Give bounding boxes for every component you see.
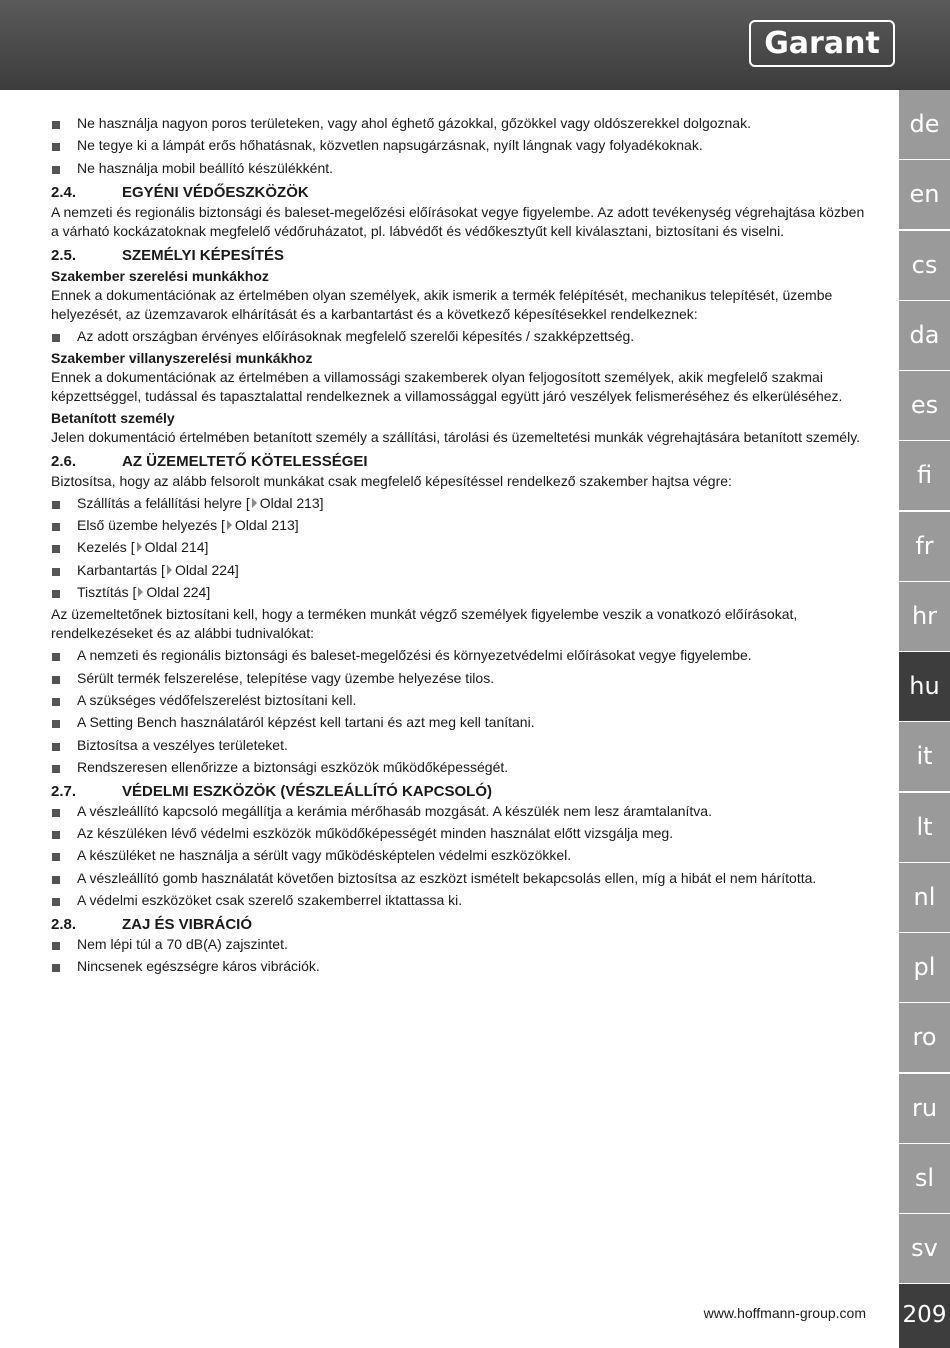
section-heading-2-7 (51, 782, 869, 801)
section-number: 2.5. (51, 246, 77, 264)
language-tab-de[interactable]: de (899, 90, 950, 159)
protective-devices-list (51, 802, 869, 910)
section-number: 2.7. (51, 782, 77, 800)
section-number: 2.6. (51, 452, 77, 470)
list-item: A vészleállító gomb használatát követően biztosítsa az eszközt ismételt bekapcsolás ellen, míg a hibát el nem hárította. (51, 869, 869, 888)
ref-label: Első üzembe helyezés [ (77, 517, 225, 534)
garant-logo: Garant (749, 20, 895, 67)
paragraph: Biztosítsa, hogy az alább felsorolt munkákat csak megfelelő képesítéssel rendelkező szakember hajtsa végre: (51, 472, 732, 489)
language-tab-it[interactable]: it (899, 722, 950, 791)
list-item (51, 516, 869, 535)
arrow-right-icon (227, 520, 232, 530)
language-tab-fi[interactable]: fi (899, 441, 950, 510)
section-heading-2-8 (51, 915, 869, 934)
section-heading-2-6 (51, 452, 869, 471)
language-tab-sv[interactable]: sv (899, 1214, 950, 1283)
language-tab-fr[interactable]: fr (899, 512, 950, 581)
language-tab-cs[interactable]: cs (899, 231, 950, 300)
arrow-right-icon (252, 498, 257, 508)
paragraph: A nemzeti és regionális biztonsági és baleset-megelőzési előírásokat vegye figyelembe. Az adott tevékenység végrehajtása közben a várható kockázatoknak megfelelő védőruházatot, pl. lábvédőt és védőkesztyűt kell kiválasztani, biztosítani és viselni. (51, 203, 865, 239)
intro-list (51, 114, 869, 178)
list-item (51, 583, 869, 602)
language-tab-hu[interactable]: hu (899, 652, 950, 721)
list-item: A szükséges védőfelszerelést biztosítani kell. (51, 691, 869, 710)
list-item: A nemzeti és regionális biztonsági és baleset-megelőzési és környezetvédelmi előírásokat vegye figyelembe. (51, 646, 869, 665)
list-item: A Setting Bench használatáról képzést kell tartani és azt meg kell tanítani. (51, 713, 869, 732)
arrow-right-icon (138, 587, 143, 597)
subheading: Betanított személy (51, 409, 175, 426)
list-item: Nincsenek egészségre káros vibrációk. (51, 957, 869, 976)
list-item: A vészleállító kapcsoló megállítja a kerámia mérőhasáb mozgását. A készülék nem lesz áramtalanítva. (51, 802, 869, 821)
reference-list (51, 494, 869, 602)
language-tab-sl[interactable]: sl (899, 1144, 950, 1213)
ref-label: Karbantartás [ (77, 561, 165, 578)
page-reference-link[interactable]: Oldal 213] (259, 494, 324, 511)
section-number: 2.4. (51, 183, 77, 201)
list-item: A védelmi eszközöket csak szerelő szakemberrel iktattassa ki. (51, 891, 869, 910)
language-tabs (899, 90, 950, 1284)
paragraph: Ennek a dokumentációnak az értelmében a villamossági szakemberek olyan feljogosított személyek, akik megfelelő szakmai képzettséggel, tudással és tapasztalattal rendelkeznek a villamossággal együtt járó veszélyek felismeréséhez és elkerüléséhez. (51, 368, 843, 404)
section-number: 2.8. (51, 916, 77, 934)
list-item: Az készüléken lévő védelmi eszközök működőképességét minden használat előtt vizsgálja meg. (51, 824, 869, 843)
subheading: Szakember villanyszerelési munkákhoz (51, 349, 313, 366)
operator-duties-list (51, 646, 869, 776)
list-item: A készüléket ne használja a sérült vagy működésképtelen védelmi eszközökkel. (51, 846, 869, 865)
language-tab-en[interactable]: en (899, 160, 950, 229)
page-reference-link[interactable]: Oldal 224] (146, 584, 211, 601)
paragraph: Az üzemeltetőnek biztosítani kell, hogy a terméken munkát végző személyek figyelembe veszik a vonatkozó előírásokat, rendelkezéseket és az alábbi tudnivalókat: (51, 606, 798, 642)
list-item: Az adott országban érvényes előírásoknak megfelelő szerelői képesítés / szakképzettség. (51, 327, 869, 346)
list-item: Nem lépi túl a 70 dB(A) zajszintet. (51, 935, 869, 954)
section-heading-2-4 (51, 183, 869, 202)
language-tab-ro[interactable]: ro (899, 1003, 950, 1072)
ref-label: Kezelés [ (77, 539, 135, 556)
page-number: 209 (899, 1284, 950, 1348)
arrow-right-icon (167, 565, 172, 575)
page-reference-link[interactable]: Oldal 214] (144, 539, 209, 556)
page-reference-link[interactable]: Oldal 213] (234, 517, 299, 534)
language-tab-da[interactable]: da (899, 301, 950, 370)
list-item: Biztosítsa a veszélyes területeket. (51, 736, 869, 755)
section-title: EGYÉNI VÉDŐESZKÖZÖK (122, 183, 309, 201)
arrow-right-icon (137, 542, 142, 552)
list-item: Ne tegye ki a lámpát erős hőhatásnak, közvetlen napsugárzásnak, nyílt lángnak vagy folyadékoknak. (51, 136, 869, 155)
list-item: Sérült termék felszerelése, telepítése vagy üzembe helyezése tilos. (51, 669, 869, 688)
list-item: Ne használja mobil beállító készülékként. (51, 159, 869, 178)
language-tab-lt[interactable]: lt (899, 793, 950, 862)
footer-url[interactable]: www.hoffmann-group.com (703, 1305, 866, 1321)
language-tab-pl[interactable]: pl (899, 933, 950, 1002)
paragraph: Jelen dokumentáció értelmében betanított személy a szállítási, tárolási és üzemeltetési munkák végrehajtására betanított személy. (51, 428, 861, 445)
section-title: ZAJ ÉS VIBRÁCIÓ (122, 916, 253, 934)
section-title: VÉDELMI ESZKÖZÖK (VÉSZLEÁLLÍTÓ KAPCSOLÓ) (122, 782, 493, 800)
language-tab-nl[interactable]: nl (899, 863, 950, 932)
language-tab-hr[interactable]: hr (899, 582, 950, 651)
list-item: Ne használja nagyon poros területeken, vagy ahol éghető gázokkal, gőzökkel vagy oldószerekkel dolgoznak. (51, 114, 869, 133)
list-item: Rendszeresen ellenőrizze a biztonsági eszközök működőképességét. (51, 758, 869, 777)
list-item (51, 561, 869, 580)
list-item (51, 538, 869, 557)
noise-vibration-list (51, 935, 869, 976)
list-item (51, 494, 869, 513)
language-tab-ru[interactable]: ru (899, 1074, 950, 1143)
paragraph: Ennek a dokumentációnak az értelmében olyan személyek, akik ismerik a termék felépítését, mechanikus telepítését, üzembe helyezését, az üzemzavarok elhárítását és a karbantartást és a következő képesítésekkel rendelkeznek: (51, 286, 833, 322)
language-tab-es[interactable]: es (899, 371, 950, 440)
document-content (51, 114, 869, 980)
section-title: SZEMÉLYI KÉPESÍTÉS (122, 246, 284, 264)
page-reference-link[interactable]: Oldal 224] (174, 561, 239, 578)
ref-label: Tisztítás [ (77, 584, 137, 601)
section-title: AZ ÜZEMELTETŐ KÖTELESSÉGEI (122, 452, 368, 470)
section-heading-2-5 (51, 246, 869, 265)
subheading: Szakember szerelési munkákhoz (51, 267, 269, 284)
header-bar (0, 0, 950, 90)
ref-label: Szállítás a felállítási helyre [ (77, 494, 250, 511)
